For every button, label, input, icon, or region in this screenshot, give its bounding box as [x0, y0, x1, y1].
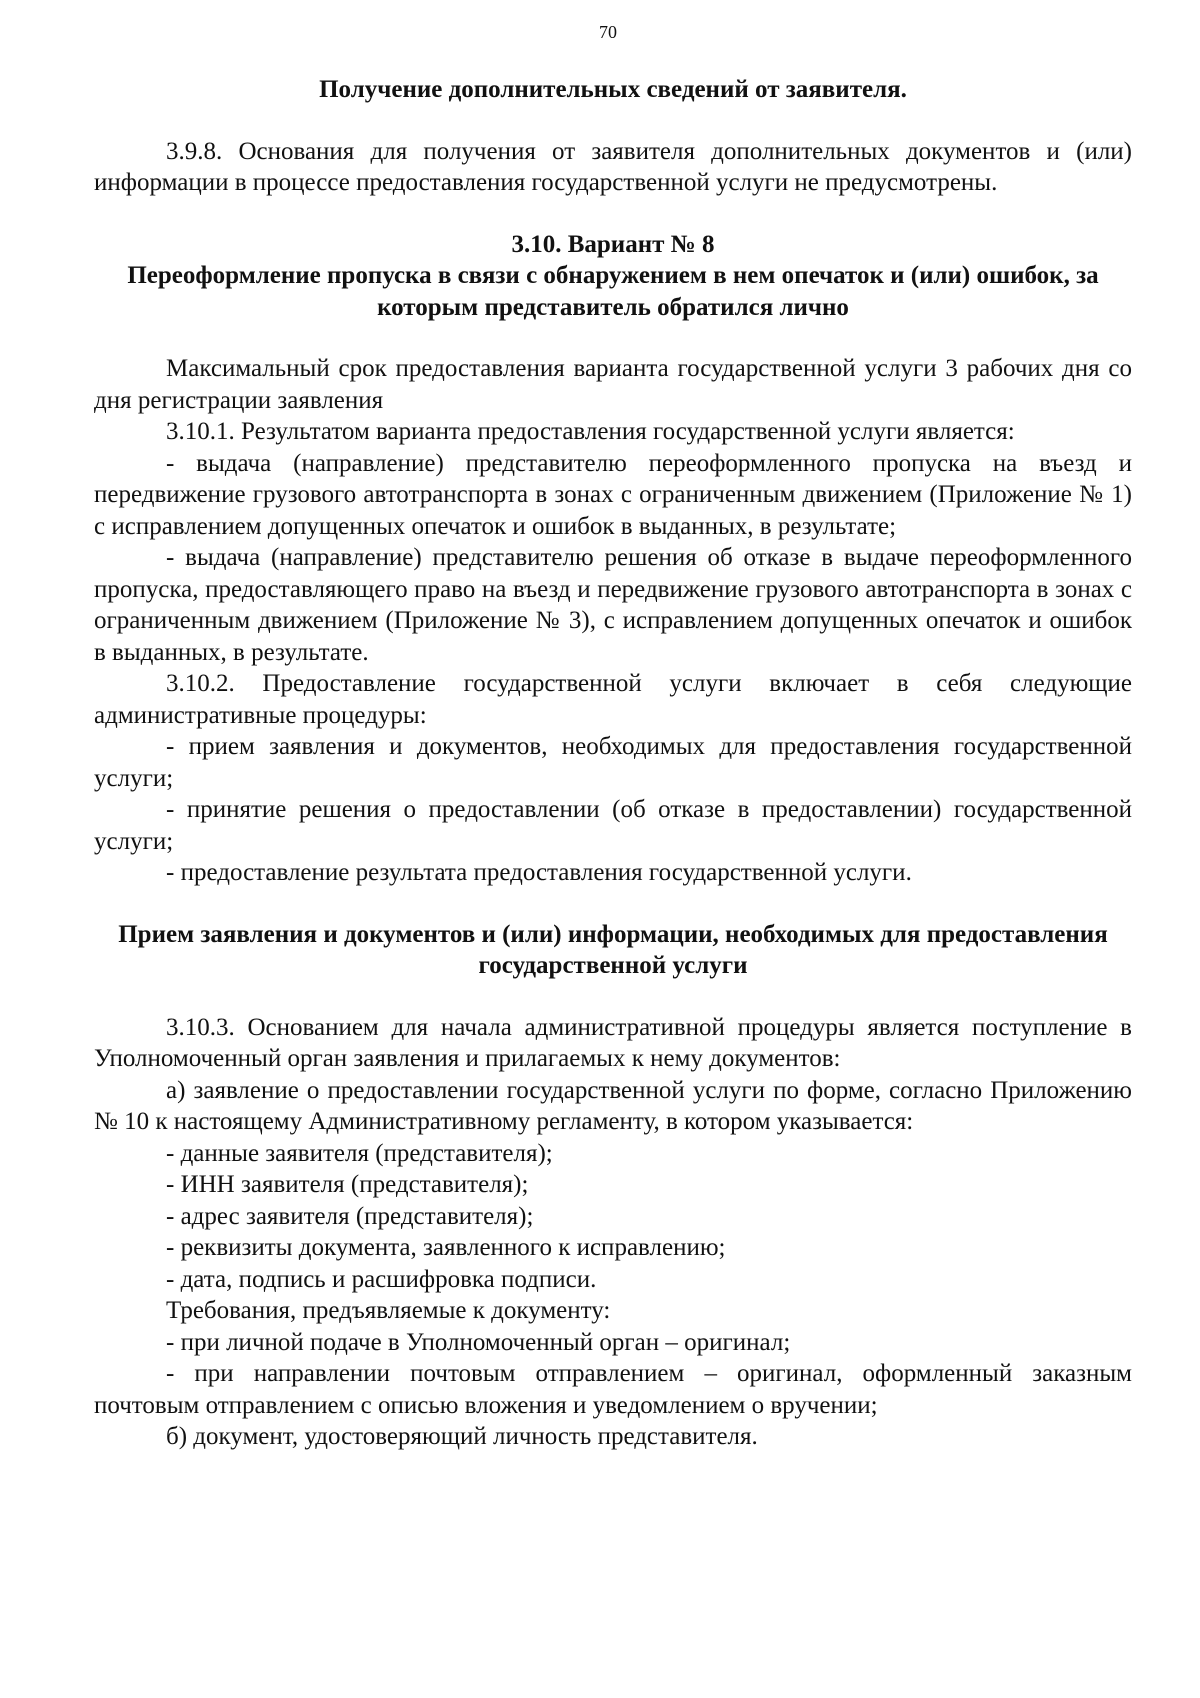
- paragraph-b-identity-document: б) документ, удостоверяющий личность представителя.: [166, 1423, 758, 1450]
- paragraph-3-10-3: 3.10.3. Основанием для начала административной процедуры является поступление в Уполномоченный орган заявления и прилагаемых к нему документов:: [94, 1013, 1132, 1072]
- spacer: [94, 199, 1132, 229]
- paragraph-3-10-2: 3.10.2. Предоставление государственной услуги включает в себя следующие административные процедуры:: [94, 670, 1132, 729]
- page-content: [94, 74, 1132, 1453]
- paragraph-a-application: а) заявление о предоставлении государственной услуги по форме, согласно Приложению № 10 к настоящему Административному регламенту, в котором указывается:: [94, 1076, 1132, 1135]
- result-item: - выдача (направление) представителю переоформленного пропуска на въезд и передвижение грузового автотранспорта в зонах с ограниченным движением (Приложение № 1) с исправлением допущенных опечаток и ошибок в выданных, в результате;: [94, 449, 1132, 540]
- requirement-item: - при личной подаче в Уполномоченный орган – оригинал;: [166, 1328, 791, 1356]
- variant-heading: 3.10. Вариант № 8: [511, 230, 715, 258]
- procedure-item: - предоставление результата предоставления государственной услуги.: [166, 859, 912, 886]
- application-field-item: - адрес заявителя (представителя);: [166, 1202, 534, 1230]
- requirements-intro: Требования, предъявляемые к документу:: [166, 1297, 611, 1324]
- application-field-item: - ИНН заявителя (представителя);: [166, 1171, 529, 1198]
- section-heading-application-intake: Прием заявления и документов и (или) информации, необходимых для предоставления государственной услуги: [118, 920, 1108, 979]
- paragraph-3-9-8: 3.9.8. Основания для получения от заявителя дополнительных документов и (или) информации в процессе предоставления государственной услуги не предусмотрены.: [94, 137, 1132, 196]
- variant-title: Переоформление пропуска в связи с обнаружением в нем опечаток и (или) ошибок, за которым представитель обратился лично: [127, 262, 1099, 321]
- result-item: - выдача (направление) представителю решения об отказе в выдаче переоформленного пропуска, предоставляющего право на въезд и передвижение грузового автотранспорта в зонах с ограниченным движением (Приложение № 3), с исправлением допущенных опечаток и ошибок в выданных, в результате.: [94, 544, 1132, 666]
- procedure-item: - принятие решения о предоставлении (об отказе в предоставлении) государственной услуги;: [94, 796, 1132, 855]
- requirement-item: - при направлении почтовым отправлением – оригинал, оформленный заказным почтовым отправлением с описью вложения и уведомлением о вручении;: [94, 1360, 1132, 1419]
- spacer: [94, 889, 1132, 919]
- page-number: 70: [599, 22, 617, 42]
- application-field-item: - данные заявителя (представителя);: [166, 1139, 553, 1167]
- spacer: [94, 323, 1132, 353]
- section-heading-additional-info: Получение дополнительных сведений от заявителя.: [319, 76, 907, 103]
- paragraph-max-term: Максимальный срок предоставления варианта государственной услуги 3 рабочих дня со дня регистрации заявления: [94, 355, 1132, 414]
- procedure-item: - прием заявления и документов, необходимых для предоставления государственной услуги;: [94, 733, 1132, 792]
- application-field-item: - реквизиты документа, заявленного к исправлению;: [166, 1234, 726, 1261]
- paragraph-3-10-1: 3.10.1. Результатом варианта предоставления государственной услуги является:: [166, 418, 1015, 445]
- spacer: [94, 982, 1132, 1012]
- spacer: [94, 106, 1132, 136]
- application-field-item: - дата, подпись и расшифровка подписи.: [166, 1265, 597, 1293]
